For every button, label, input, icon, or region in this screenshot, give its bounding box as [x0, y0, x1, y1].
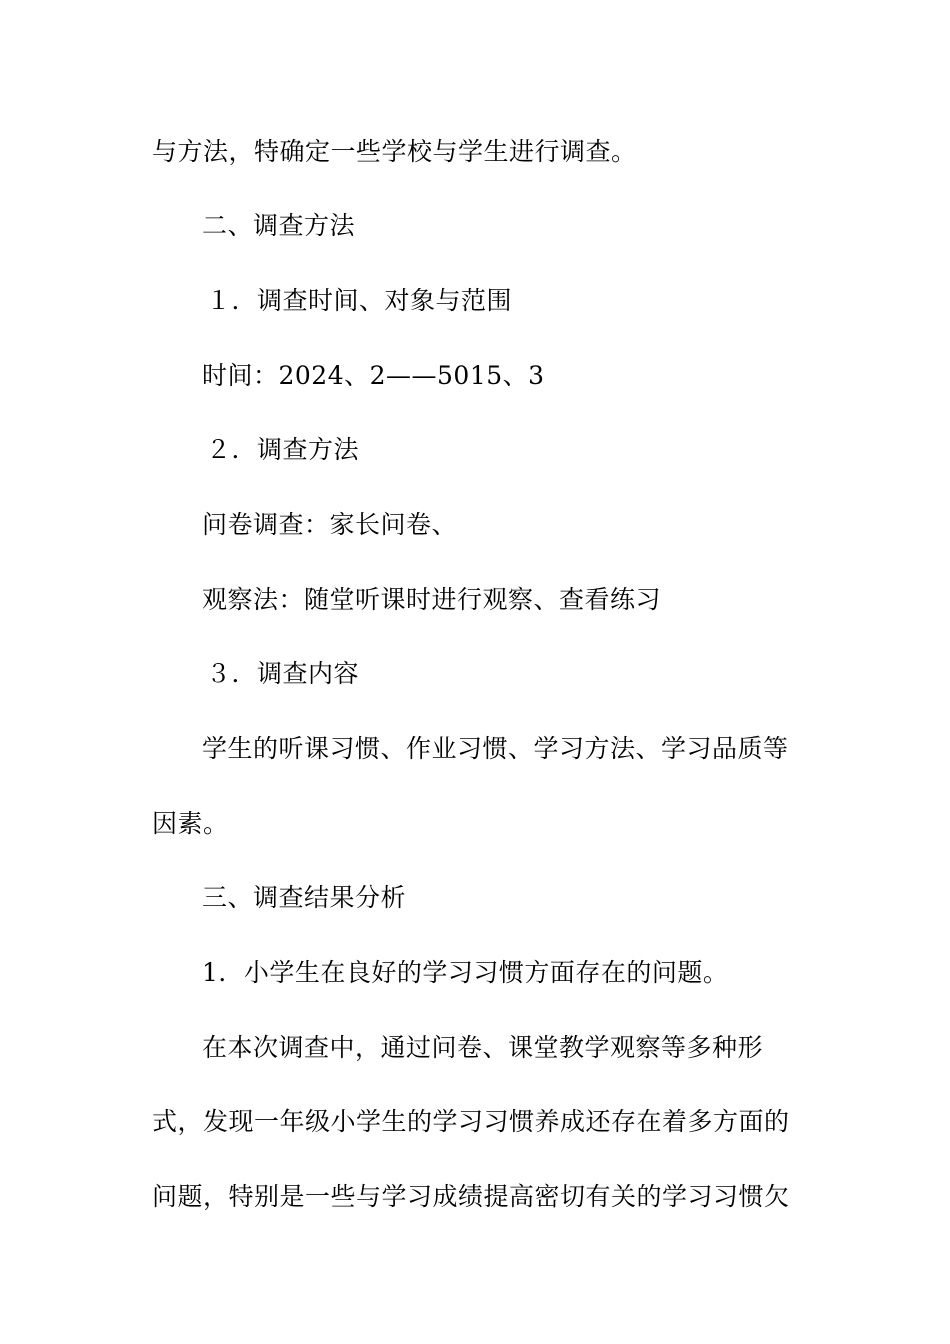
section-heading-2: 二、调查方法: [202, 211, 356, 240]
finding-heading-1: 1．小学生在良好的学习习惯方面存在的问题。: [202, 958, 729, 987]
paragraph-line-1: 在本次调查中，通过问卷、课堂教学观察等多种形: [202, 1033, 764, 1062]
paragraph-line-2: 式，发现一年级小学生的学习习惯养成还存在着多方面的: [152, 1107, 790, 1136]
subheading-1: １．调查时间、对象与范围: [206, 286, 513, 315]
subheading-3: ３．调查内容: [206, 659, 360, 688]
observation-method: 观察法：随堂听课时进行观察、查看练习: [202, 585, 662, 614]
paragraph-continuation: 与方法，特确定一些学校与学生进行调查。: [152, 137, 637, 166]
paragraph-line-3: 问题，特别是一些与学习成绩提高密切有关的学习习惯欠: [152, 1182, 790, 1211]
survey-content-line-1: 学生的听课习惯、作业习惯、学习方法、学习品质等: [202, 734, 789, 763]
subheading-2: ２．调查方法: [206, 435, 360, 464]
survey-time: 时间：2024、2——5015、3: [202, 361, 545, 390]
section-heading-3: 三、调查结果分析: [202, 883, 407, 912]
questionnaire-method: 问卷调查：家长问卷、: [202, 510, 458, 539]
survey-content-line-2: 因素。: [152, 809, 229, 838]
